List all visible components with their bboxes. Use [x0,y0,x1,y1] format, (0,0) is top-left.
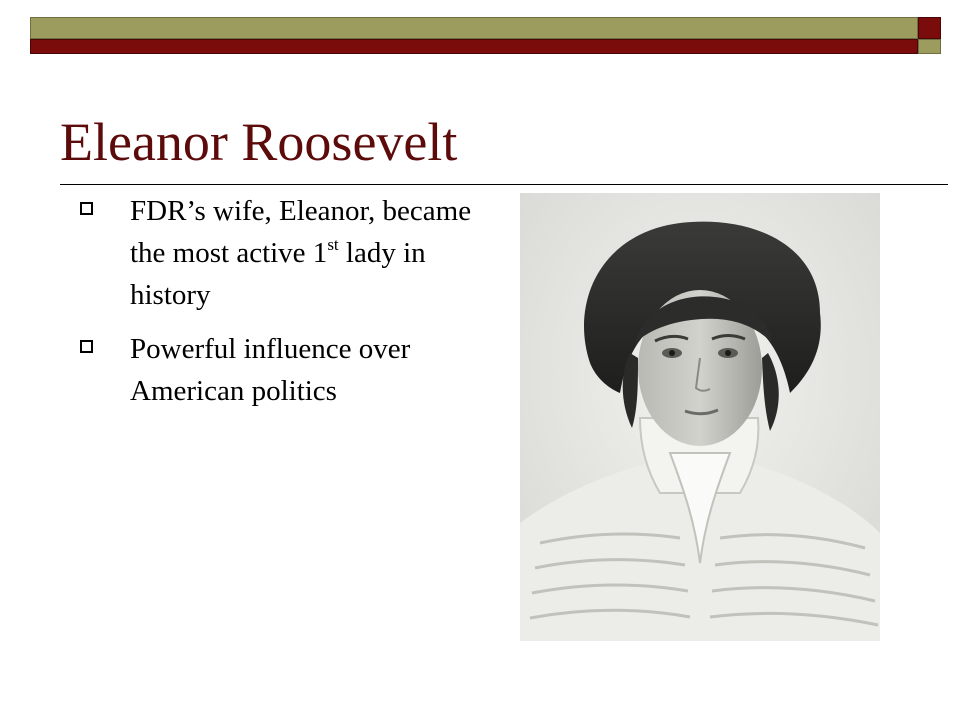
hollow-square-bullet-icon [80,202,93,215]
portrait-illustration [520,193,880,641]
slide-title: Eleanor Roosevelt [60,112,458,172]
hollow-square-bullet-icon [80,340,93,353]
bullet-text: FDR’s wife, Eleanor, became the most active 1 [130,195,472,269]
bullet-text: Powerful influence over American politics [130,333,411,407]
ordinal-superscript: st [327,235,339,254]
header-bar-maroon [30,39,918,54]
portrait-photo [520,193,880,641]
header-square-maroon [918,17,941,39]
header-bar-olive [30,17,918,39]
bullet-item [80,328,480,412]
title-divider [60,184,948,185]
bullet-item [80,190,480,316]
header-square-olive [918,39,941,54]
bullet-text-continued: lady in history [130,237,426,311]
bullet-list [80,190,480,424]
